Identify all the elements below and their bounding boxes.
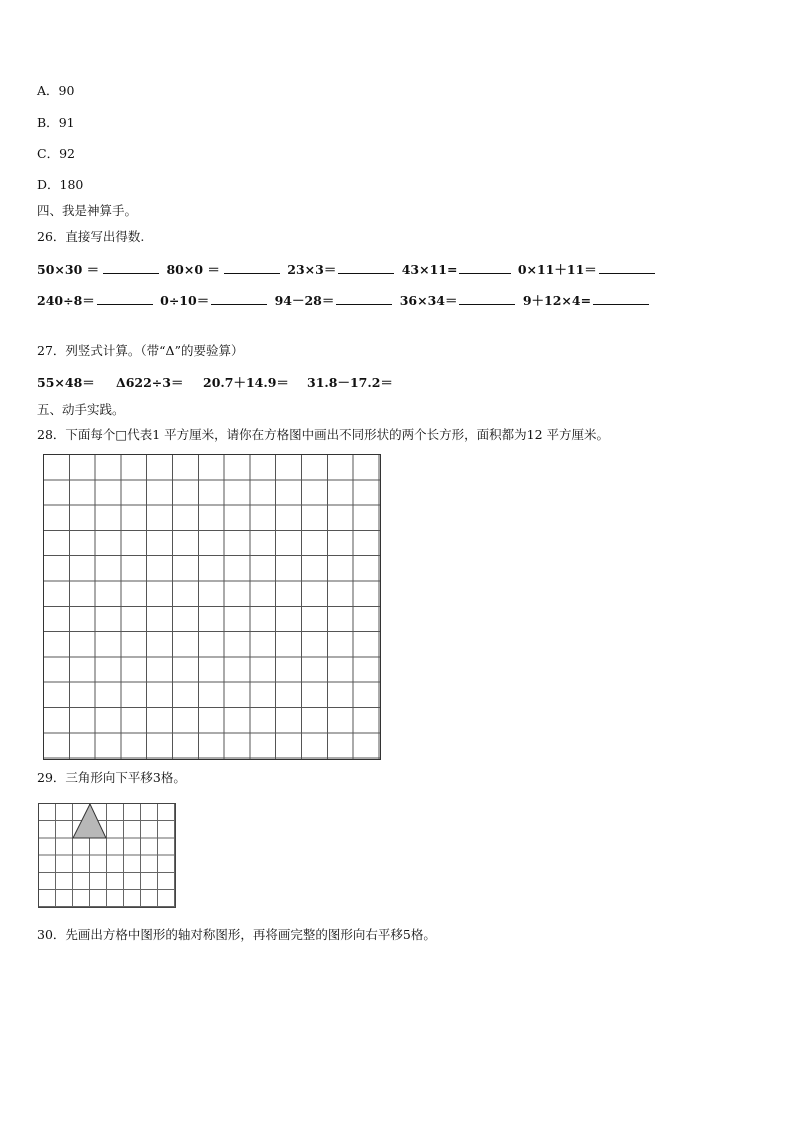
q26-row-2: [37, 292, 649, 309]
q30-text: 30．先画出方格中图形的轴对称图形，再将画完整的图形向右平移5格。: [37, 927, 436, 942]
q27-item: 20.7＋14.9＝: [203, 375, 289, 390]
answer-blank[interactable]: [211, 292, 267, 305]
q27-item: 31.8－17.2＝: [307, 375, 393, 390]
choice-d: D．180: [37, 177, 84, 192]
q26-row-1: [37, 261, 655, 278]
q26-item: 50×30 ＝: [37, 262, 100, 277]
answer-blank[interactable]: [224, 261, 280, 274]
q26-item: 94－28＝: [274, 293, 335, 308]
q26-item: 23×3＝: [287, 262, 337, 277]
q28-text: 28．下面每个□代表1 平方厘米，请你在方格图中画出不同形状的两个长方形，面积都为12 平方厘米。: [37, 427, 610, 442]
triangle-icon: [73, 804, 106, 838]
answer-blank[interactable]: [459, 292, 515, 305]
answer-blank[interactable]: [336, 292, 392, 305]
q26-item: 36×34＝: [399, 293, 458, 308]
q26-item: 0÷10＝: [160, 293, 210, 308]
choice-c: C．92: [37, 146, 75, 161]
triangle-shape: [39, 804, 175, 907]
q26-item: 240÷8＝: [37, 293, 95, 308]
section-4-title: 四、我是神算手。: [37, 203, 138, 218]
q26-title: 26．直接写出得数.: [37, 229, 145, 244]
answer-blank[interactable]: [459, 261, 511, 274]
q26-item: 80×0 ＝: [166, 262, 220, 277]
q26-item: 0×11＋11＝: [517, 262, 597, 277]
square-grid-q29[interactable]: [38, 803, 176, 908]
answer-blank[interactable]: [599, 261, 655, 274]
q29-text: 29．三角形向下平移3格。: [37, 770, 186, 785]
q27-title: 27．列竖式计算。（带“Δ”的要验算）: [37, 343, 244, 358]
answer-blank[interactable]: [593, 292, 649, 305]
section-5-title: 五、动手实践。: [37, 402, 125, 417]
q27-item: 55×48＝: [37, 375, 95, 390]
choice-b: B．91: [37, 115, 75, 130]
answer-blank[interactable]: [338, 261, 394, 274]
choice-a: A．90: [37, 83, 75, 98]
answer-blank[interactable]: [103, 261, 159, 274]
answer-blank[interactable]: [97, 292, 153, 305]
square-grid-q28[interactable]: [43, 454, 381, 760]
q27-item: Δ622÷3＝: [116, 375, 184, 390]
q26-item: 9＋12×4=: [522, 293, 592, 308]
q26-item: 43×11=: [401, 262, 458, 277]
q27-row: [37, 375, 393, 391]
